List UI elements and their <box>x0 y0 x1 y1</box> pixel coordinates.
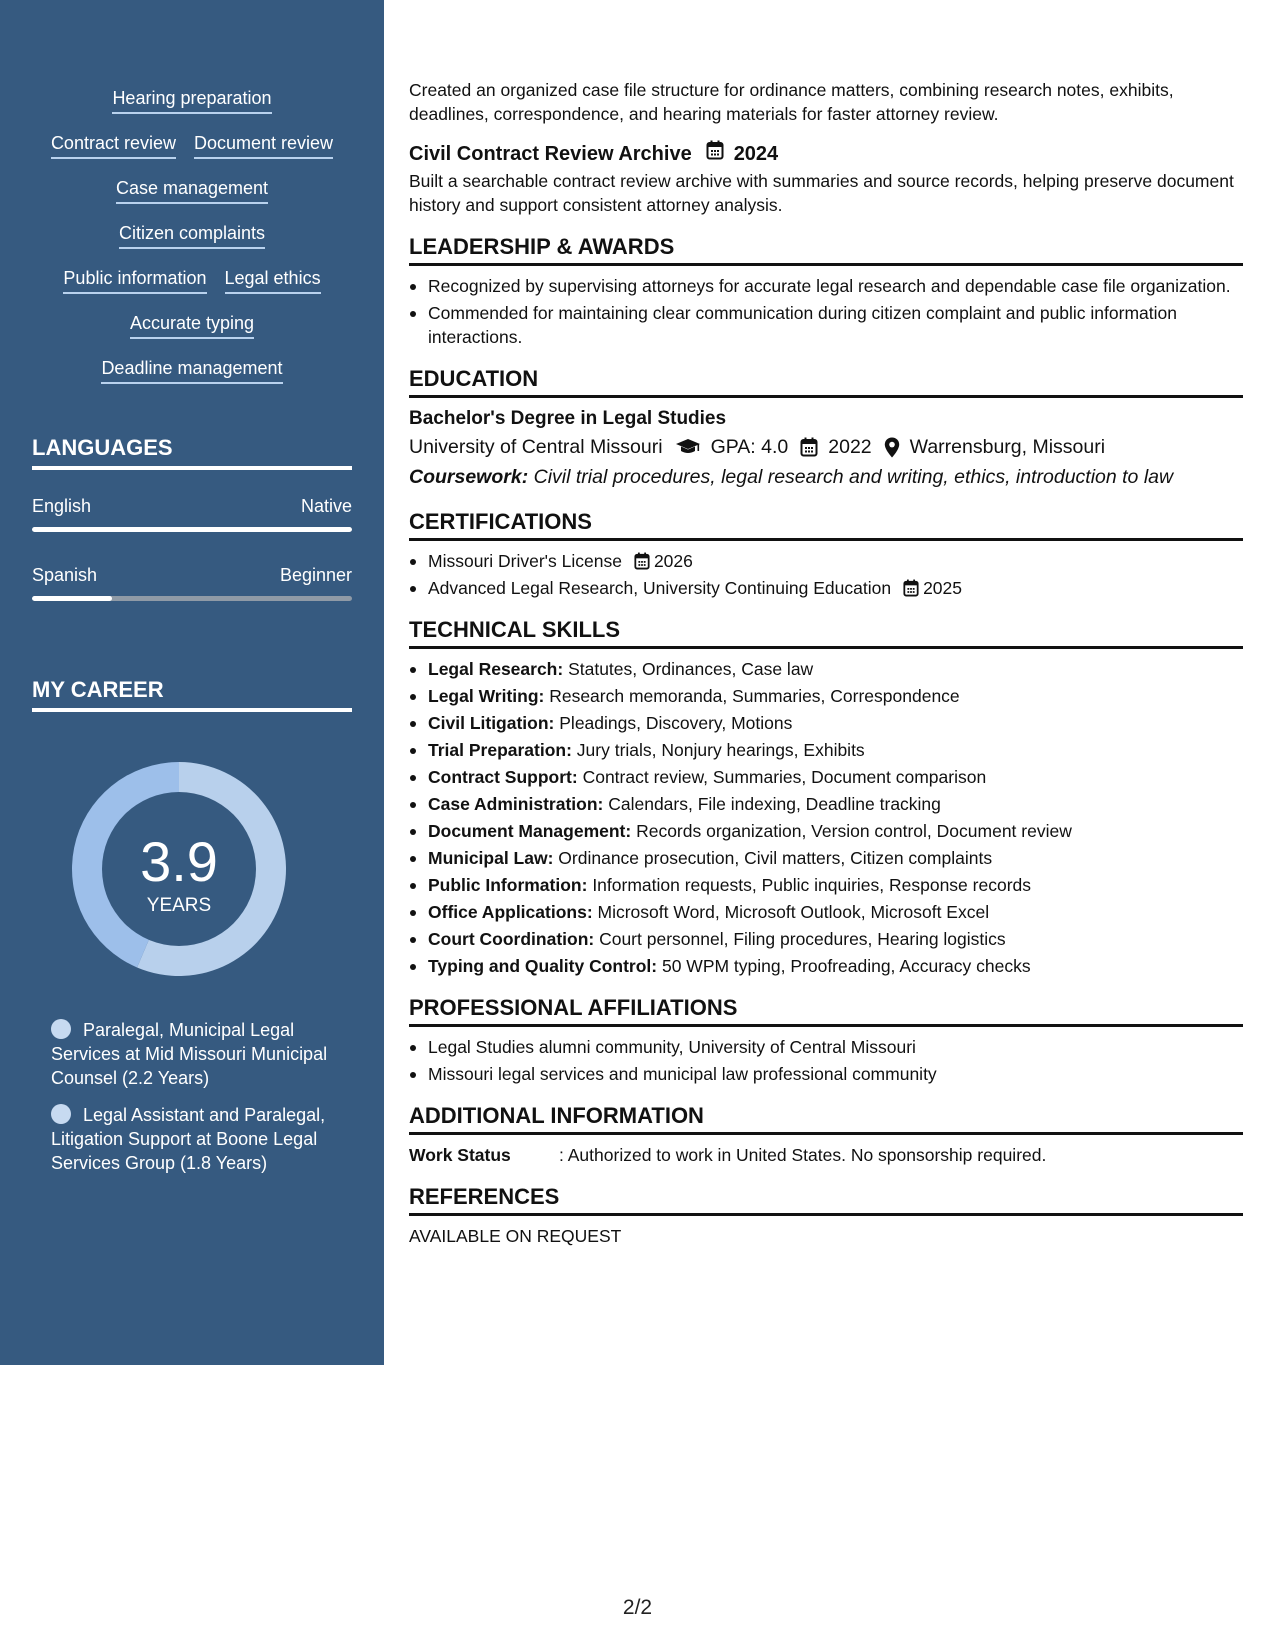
language-bar-fill <box>32 596 112 601</box>
list-item <box>409 792 1243 816</box>
career-dot <box>51 1104 71 1124</box>
career-item <box>51 1103 341 1175</box>
skill-values: 50 WPM typing, Proofreading, Accuracy checks <box>657 956 1031 976</box>
skill-category: Document Management: <box>428 821 632 841</box>
references-text: AVAILABLE ON REQUEST <box>409 1226 622 1246</box>
project-title <box>409 140 1243 167</box>
list-item <box>409 549 1243 573</box>
skill-category: Typing and Quality Control: <box>428 956 658 976</box>
skill-tag: Hearing preparation <box>112 86 271 114</box>
language-spanish <box>32 563 352 601</box>
skill-values: Microsoft Word, Microsoft Outlook, Microsoft Excel <box>592 902 990 922</box>
education-degree: Bachelor's Degree in Legal Studies <box>409 408 727 429</box>
career-item <box>51 1018 341 1090</box>
language-level: Native <box>300 496 352 516</box>
education-coursework <box>409 462 1243 492</box>
skill-values: Jury trials, Nonjury hearings, Exhibits <box>571 740 865 760</box>
list-item <box>409 576 1243 600</box>
skill-tag: Document review <box>194 131 333 159</box>
calendar-icon <box>903 579 919 597</box>
language-english <box>32 494 352 532</box>
list-item <box>409 846 1243 870</box>
list-item <box>409 765 1243 789</box>
project-name: Civil Contract Review Archive <box>409 142 692 165</box>
skill-category: Legal Research: <box>428 659 564 679</box>
list-item <box>409 738 1243 762</box>
career-list <box>51 1018 341 1188</box>
skill-values: Research memoranda, Summaries, Correspondence <box>544 686 960 706</box>
skill-category: Municipal Law: <box>428 848 554 868</box>
affiliations-list <box>409 1035 1243 1086</box>
certifications-list <box>409 549 1243 600</box>
references-heading: REFERENCES <box>409 1183 1243 1216</box>
list-item <box>409 954 1243 978</box>
list-item: Missouri legal services and municipal law professional community <box>409 1062 1243 1086</box>
skill-category: Legal Writing: <box>428 686 545 706</box>
project-intro: Created an organized case file structure for ordinance matters, combining research notes, exhibits, deadlines, correspondence, and hearing materials for faster attorney review. <box>409 80 1174 124</box>
career-years-label: YEARS <box>146 895 212 916</box>
skill-values: Pleadings, Discovery, Motions <box>554 713 793 733</box>
list-item <box>409 873 1243 897</box>
education-location: Warrensburg, Missouri <box>909 436 1106 458</box>
skill-category: Court Coordination: <box>428 929 595 949</box>
leadership-heading: LEADERSHIP & AWARDS <box>409 233 1243 266</box>
skill-tag-row <box>32 311 352 356</box>
education-details <box>409 432 1243 462</box>
project-year: 2024 <box>733 142 779 165</box>
skill-values: Statutes, Ordinances, Case law <box>563 659 814 679</box>
skill-tag-row <box>32 176 352 221</box>
skill-category: Public Information: <box>428 875 588 895</box>
career-donut-chart <box>66 756 292 982</box>
list-item: Recognized by supervising attorneys for accurate legal research and dependable case file organization. <box>409 274 1243 298</box>
skill-tag: Public information <box>63 266 206 294</box>
list-item: Legal Studies alumni community, University of Central Missouri <box>409 1035 1243 1059</box>
map-pin-icon <box>884 437 900 458</box>
certification-year: 2026 <box>653 551 693 571</box>
career-item-text: Paralegal, Municipal Legal Services at Mid Missouri Municipal Counsel (2.2 Years) <box>51 1020 328 1088</box>
certification-name: Advanced Legal Research, University Continuing Education <box>428 578 892 598</box>
skill-tag: Accurate typing <box>130 311 254 339</box>
certification-year: 2025 <box>923 578 962 598</box>
coursework-label: Coursework: <box>409 466 529 488</box>
skill-category: Civil Litigation: <box>428 713 555 733</box>
main-content <box>409 78 1243 1248</box>
education-gpa: GPA: 4.0 <box>710 436 789 458</box>
language-level: Beginner <box>279 565 352 585</box>
list-item <box>409 927 1243 951</box>
coursework-text: Civil trial procedures, legal research and writing, ethics, introduction to law <box>528 466 1174 488</box>
career-heading: MY CAREER <box>32 676 352 712</box>
skill-tags <box>32 86 352 401</box>
sidebar <box>0 0 384 1365</box>
skill-category: Contract Support: <box>428 767 578 787</box>
list-item <box>409 711 1243 735</box>
language-bar-fill <box>32 527 352 532</box>
language-name: Spanish <box>32 565 98 585</box>
work-status-value: : Authorized to work in United States. No sponsorship required. <box>559 1145 1047 1165</box>
list-item <box>409 684 1243 708</box>
skill-tag-row <box>32 266 352 311</box>
list-item <box>409 819 1243 843</box>
calendar-icon <box>634 552 650 570</box>
affiliations-heading: PROFESSIONAL AFFILIATIONS <box>409 994 1243 1027</box>
certifications-heading: CERTIFICATIONS <box>409 508 1243 541</box>
career-years-value: 3.9 <box>140 830 218 893</box>
graduation-cap-icon <box>675 438 701 456</box>
skill-values: Court personnel, Filing procedures, Hearing logistics <box>594 929 1006 949</box>
skill-tag-row <box>32 131 352 176</box>
skill-category: Trial Preparation: <box>428 740 572 760</box>
skill-tag: Contract review <box>51 131 176 159</box>
skill-category: Office Applications: <box>428 902 593 922</box>
skill-values: Calendars, File indexing, Deadline tracking <box>603 794 941 814</box>
skill-tag-row <box>32 221 352 266</box>
language-bar <box>32 596 352 601</box>
language-bar <box>32 527 352 532</box>
skill-values: Information requests, Public inquiries, Response records <box>587 875 1032 895</box>
skill-tag: Citizen complaints <box>119 221 265 249</box>
leadership-list <box>409 274 1243 349</box>
skill-tag-row <box>32 356 352 401</box>
calendar-icon <box>800 437 818 457</box>
technical-skills-heading: TECHNICAL SKILLS <box>409 616 1243 649</box>
career-dot <box>51 1019 71 1039</box>
work-status-label: Work Status <box>409 1145 511 1165</box>
education-school: University of Central Missouri <box>409 436 663 458</box>
list-item <box>409 900 1243 924</box>
language-name: English <box>32 496 92 516</box>
education-heading: EDUCATION <box>409 365 1243 398</box>
skill-values: Records organization, Version control, Document review <box>631 821 1072 841</box>
education-year: 2022 <box>828 436 872 458</box>
skill-values: Ordinance prosecution, Civil matters, Citizen complaints <box>553 848 993 868</box>
calendar-icon <box>706 140 724 167</box>
skill-tag-row <box>32 86 352 131</box>
page-number: 2/2 <box>622 1596 653 1619</box>
languages-heading: LANGUAGES <box>32 434 352 470</box>
technical-skills-list <box>409 657 1243 978</box>
career-item-text: Legal Assistant and Paralegal, Litigation Support at Boone Legal Services Group (1.8 Years) <box>51 1105 326 1173</box>
additional-info-heading: ADDITIONAL INFORMATION <box>409 1102 1243 1135</box>
skill-category: Case Administration: <box>428 794 604 814</box>
skill-tag: Deadline management <box>101 356 282 384</box>
skill-values: Contract review, Summaries, Document comparison <box>577 767 987 787</box>
certification-name: Missouri Driver's License <box>428 551 622 571</box>
project-description: Built a searchable contract review archive with summaries and source records, helping preserve document history and support consistent attorney analysis. <box>409 171 1234 215</box>
list-item <box>409 657 1243 681</box>
skill-tag: Legal ethics <box>225 266 321 294</box>
skill-tag: Case management <box>116 176 268 204</box>
list-item: Commended for maintaining clear communication during citizen complaint and public information interactions. <box>409 301 1243 349</box>
work-status-row <box>409 1143 1243 1167</box>
